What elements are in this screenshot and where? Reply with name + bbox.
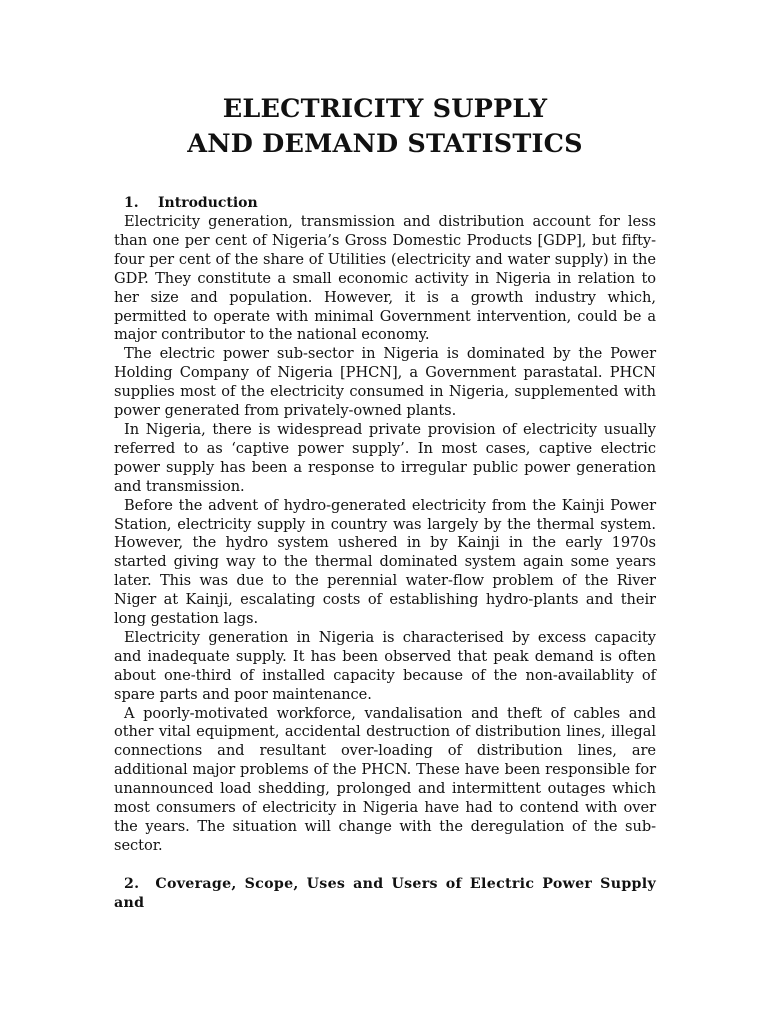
section-2-number: 2. xyxy=(124,875,140,892)
section-1-title: Introduction xyxy=(158,195,258,211)
paragraph-2: The electric power sub-sector in Nigeria is dominated by the Power Holding Company of Nigeria [PHCN], a Government parastatal. PHCN supplies most of the electricity consumed in Nigeria, supplemented with power generated from privately-owned plants. xyxy=(114,345,656,420)
paragraph-4: Before the advent of hydro-generated electricity from the Kainji Power Station, electricity supply in country was largely by the thermal system. However, the hydro system ushered in by Kainji in the early 1970s started giving way to the thermal dominated system again some years later. This was due to the perennial water-flow problem of the River Niger at Kainji, escalating costs of establishing hydro-plants and their long gestation lags. xyxy=(114,496,656,628)
paragraph-3: In Nigeria, there is widespread private provision of electricity usually referred to as ‘captive power supply’. In most cases, captive electric power supply has been a response to irregular public power generation and transmission. xyxy=(114,420,656,495)
section-1-heading xyxy=(114,194,656,213)
document-page xyxy=(114,92,656,925)
title-line-2: AND DEMAND STATISTICS xyxy=(187,129,583,159)
paragraph-5: Electricity generation in Nigeria is characterised by excess capacity and inadequate supply. It has been observed that peak demand is often about one-third of installed capacity because of the non-availablity of spare parts and poor maintenance. xyxy=(114,628,656,703)
section-2-title: Coverage, Scope, Uses and Users of Electric Power Supply and xyxy=(114,875,657,911)
title-line-1: ELECTRICITY SUPPLY xyxy=(222,94,548,124)
paragraph-1: Electricity generation, transmission and distribution account for less than one per cent of Nigeria’s Gross Domestic Products [GDP], but fifty-four per cent of the share of Utilities (electricity and water supply) in the GDP. They constitute a small economic activity in Nigeria in relation to her size and population. However, it is a growth industry which, permitted to operate with minimal Government intervention, could be a major contributor to the national economy. xyxy=(114,213,656,344)
section-2-heading xyxy=(114,875,656,913)
page-title xyxy=(114,92,656,162)
paragraph-6: A poorly-motivated workforce, vandalisation and theft of cables and other vital equipment, accidental destruction of distribution lines, illegal connections and resultant over-loading of distribution lines, are additional major problems of the PHCN. These have been responsible for unannounced load shedding, prolonged and intermittent outages which most consumers of electricity in Nigeria have had to contend with over the years. The situation will change with the deregulation of the sub-sector. xyxy=(114,704,656,854)
section-1-number: 1. xyxy=(124,195,139,211)
